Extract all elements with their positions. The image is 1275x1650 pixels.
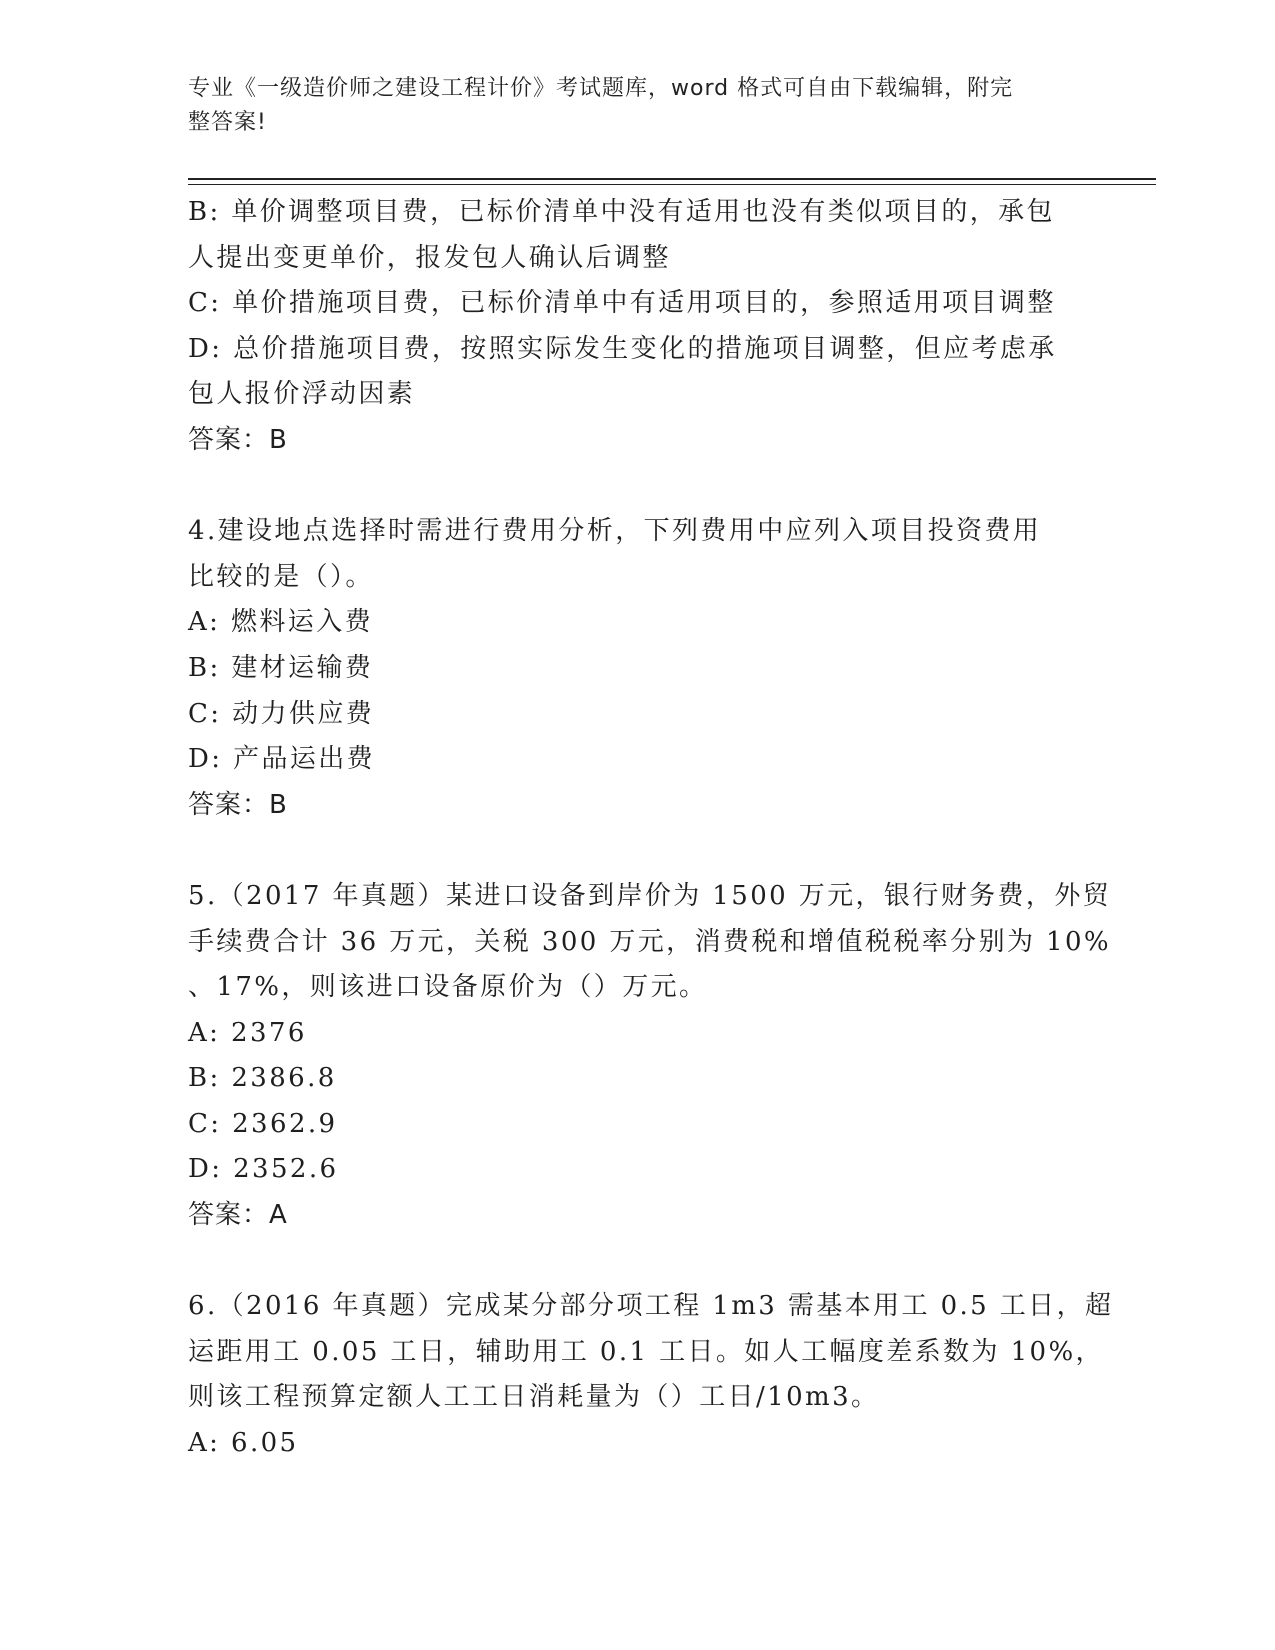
option-d: D: 产品运出费	[188, 744, 376, 775]
question-stem-line-2: 运距用工 0.05 工日，辅助用工 0.1 工日。如人工幅度差系数为 10%，	[188, 1336, 1104, 1367]
question-stem-line-3: 、17%，则该进口设备原价为（）万元。	[188, 972, 708, 1003]
answer-line: 答案：A	[188, 1200, 288, 1231]
option-b-line-2: 人提出变更单价，报发包人确认后调整	[188, 242, 671, 273]
spacer	[188, 1239, 1088, 1285]
question-content	[188, 190, 1114, 1467]
header-divider-thin	[188, 184, 1156, 185]
option-c: C: 单价措施项目费，已标价清单中有适用项目的，参照适用项目调整	[188, 288, 1056, 319]
question-stem-line-1: 5.（2017 年真题）某进口设备到岸价为 1500 万元，银行财务费，外贸	[188, 880, 1112, 911]
option-d-line-2: 包人报价浮动因素	[188, 379, 416, 410]
question-stem-line-2: 比较的是（）。	[188, 561, 374, 592]
header-divider-thick	[188, 178, 1156, 180]
option-c: C: 动力供应费	[188, 698, 375, 729]
option-a: A: 燃料运入费	[188, 607, 374, 638]
page-header	[188, 72, 1068, 140]
answer-line: 答案：B	[188, 789, 288, 820]
option-b: B: 建材运输费	[188, 652, 374, 683]
question-stem-line-1: 6.（2016 年真题）完成某分部分项工程 1m3 需基本用工 0.5 工日，超	[188, 1291, 1114, 1322]
option-a: A: 6.05	[188, 1428, 299, 1459]
question-stem-line-3: 则该工程预算定额人工工日消耗量为（）工日/10m3。	[188, 1382, 880, 1413]
question-3-block	[188, 190, 1088, 464]
option-b: B: 2386.8	[188, 1063, 337, 1094]
question-6-block	[188, 1284, 1114, 1466]
option-c: C: 2362.9	[188, 1108, 338, 1139]
option-d-line-1: D: 总价措施项目费，按照实际发生变化的措施项目调整，但应考虑承	[188, 333, 1057, 364]
header-line-2: 整答案!	[188, 110, 267, 135]
question-stem-line-1: 4.建设地点选择时需进行费用分析，下列费用中应列入项目投资费用	[188, 516, 1042, 547]
question-4-block	[188, 509, 1088, 828]
option-a: A: 2376	[188, 1017, 307, 1048]
question-5-block	[188, 874, 1112, 1239]
option-b-line-1: B: 单价调整项目费，已标价清单中没有适用也没有类似项目的，承包	[188, 197, 1055, 227]
question-stem-line-2: 手续费合计 36 万元，关税 300 万元，消费税和增值税税率分别为 10%	[188, 926, 1112, 957]
spacer	[188, 828, 1088, 874]
spacer	[188, 464, 1088, 510]
header-line-1: 专业《一级造价师之建设工程计价》考试题库，word 格式可自由下载编辑，附完	[188, 76, 1014, 101]
option-d: D: 2352.6	[188, 1154, 339, 1185]
answer-line: 答案：B	[188, 424, 288, 455]
